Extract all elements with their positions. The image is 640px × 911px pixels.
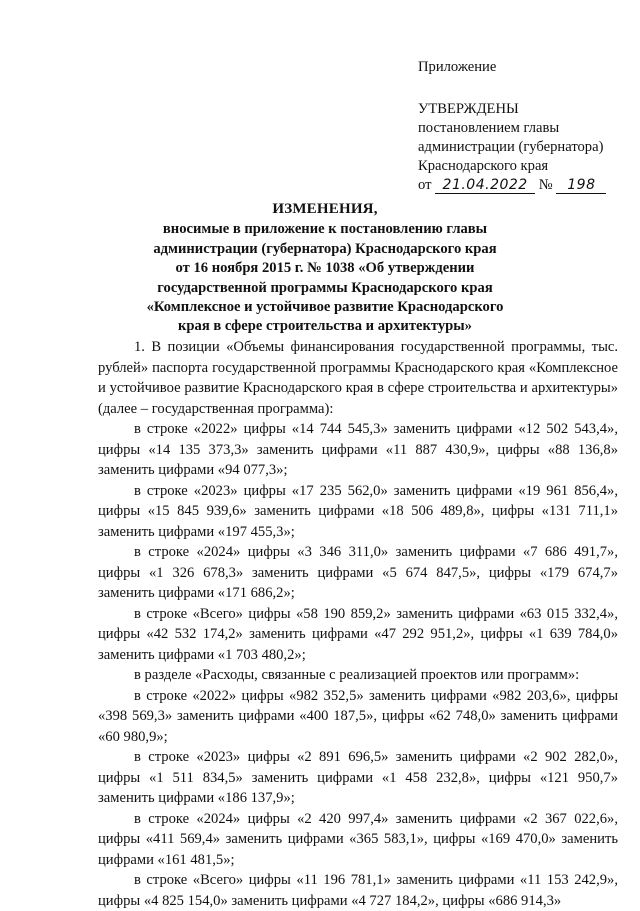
number-label: № — [538, 177, 553, 193]
body-paragraph: в строке «Всего» цифры «58 190 859,2» заменить цифрами «63 015 332,4», цифры «42 532 174,2» заменить цифрами «47 292 951,2», цифры «1 639 784,0» заменить цифрами «1 703 480,2»; — [98, 605, 618, 663]
approval-line: Краснодарского края — [418, 158, 549, 174]
document-body — [98, 337, 618, 911]
body-paragraph: в строке «Всего» цифры «11 196 781,1» заменить цифрами «11 153 242,9», цифры «4 825 154,0» заменить цифрами «4 727 184,2», цифры «686 914,3» — [98, 872, 618, 909]
title-line: края в сфере строительства и архитектуры» — [178, 318, 472, 335]
title-line: вносимые в приложение к постановлению главы — [162, 221, 488, 238]
handwritten-date: 21.04.2022 — [435, 178, 535, 194]
title-heading: ИЗМЕНЕНИЯ, — [272, 201, 378, 217]
body-paragraph: в строке «2024» цифры «3 346 311,0» заменить цифрами «7 686 491,7», цифры «1 326 678,3» заменить цифрами «5 674 847,5», цифры «179 674,7» заменить цифрами «171 686,2»; — [98, 544, 618, 601]
title-line: администрации (губернатора) Краснодарского края — [153, 240, 497, 257]
body-paragraph: в строке «2022» цифры «14 744 545,3» заменить цифрами «12 502 543,4», цифры «14 135 373,3» заменить цифрами «11 887 430,9», цифры «88 136,8» заменить цифрами «94 077,3»; — [98, 421, 618, 478]
handwritten-number: 198 — [556, 178, 606, 194]
approval-date-line — [418, 176, 633, 195]
body-paragraph: в строке «2024» цифры «2 420 997,4» заменить цифрами «2 367 022,6», цифры «411 569,4» заменить цифрами «365 583,1», цифры «169 470,0» заменить цифрами «161 481,5»; — [98, 810, 618, 868]
appendix-label: Приложение — [418, 59, 497, 75]
body-paragraph: 1. В позиции «Объемы финансирования государственной программы, тыс. рублей» паспорта государственной программы Краснодарского края «Комплексное и устойчивое развитие Краснодарского края в сфере строительства и архитектуры» (далее – государственная программа): — [98, 339, 618, 417]
body-paragraph: в строке «2022» цифры «982 352,5» заменить цифрами «982 203,6», цифры «398 569,3» заменить цифрами «400 187,5», цифры «62 748,0» заменить цифрами «60 980,9»; — [98, 687, 618, 745]
title-line: от 16 ноября 2015 г. № 1038 «Об утверждении — [175, 260, 475, 277]
from-label: от — [418, 177, 432, 193]
approval-block — [418, 58, 633, 195]
title-line: государственной программы Краснодарского края — [157, 279, 493, 296]
title-line: «Комплексное и устойчивое развитие Краснодарского — [146, 299, 504, 316]
body-paragraph: в строке «2023» цифры «17 235 562,0» заменить цифрами «19 961 856,4», цифры «15 845 939,6» заменить цифрами «18 506 489,8», цифры «131 711,1» заменить цифрами «197 455,3»; — [98, 482, 618, 540]
approved-label: УТВЕРЖДЕНЫ — [418, 101, 519, 117]
body-paragraph: в разделе «Расходы, связанные с реализацией проектов или программ»: — [134, 667, 580, 683]
approval-line: администрации (губернатора) — [418, 139, 604, 155]
document-title — [80, 200, 570, 337]
approval-line: постановлением главы — [418, 120, 560, 136]
body-paragraph: в строке «2023» цифры «2 891 696,5» заменить цифрами «2 902 282,0», цифры «1 511 834,5» заменить цифрами «1 458 232,8», цифры «121 950,7» заменить цифрами «186 137,9»; — [98, 749, 618, 806]
